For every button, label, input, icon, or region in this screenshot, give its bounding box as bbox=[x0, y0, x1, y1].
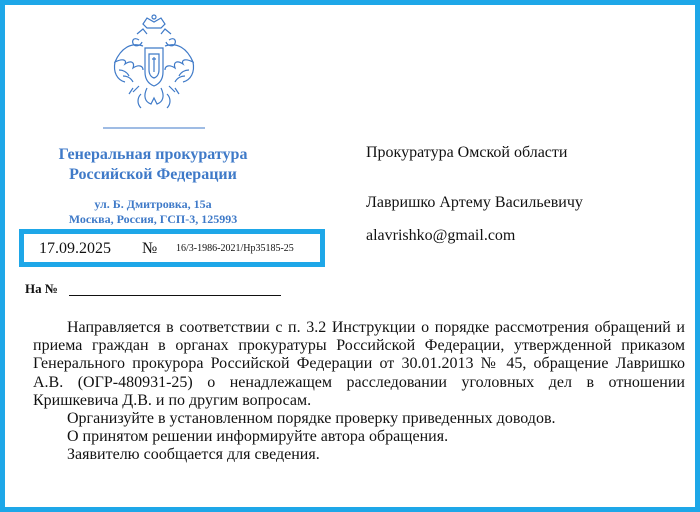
body-line-notice: Заявителю сообщается для сведения. bbox=[67, 446, 320, 464]
body-paragraph: Направляется в соответствии с п. 3.2 Инструкции о порядке рассмотрения обращений и приема граждан в органах прокуратуры Российской Федерации, утвержденной приказом Генерального прокурора Российской Федерации от 30.01.2013 № 45, обращение Лавришко А.В. (ОГР-480931-25) о ненадлежащем расследовании уголовных дел в отношении Кришкевича Д.В. и по другим вопросам. bbox=[33, 319, 685, 409]
body-line-verify: Организуйте в установленном порядке проверку приведенных доводов. bbox=[67, 410, 556, 428]
recipient-organization: Прокуратура Омской области bbox=[366, 144, 568, 161]
sender-organization bbox=[35, 145, 271, 185]
registration-box bbox=[19, 229, 325, 267]
sender-address-line2: Москва, Россия, ГСП-3, 125993 bbox=[68, 212, 238, 226]
registration-number: 16/3-1986-2021/Нр35185-25 bbox=[176, 243, 294, 254]
recipient-person: Лавришко Артему Васильевичу bbox=[366, 194, 583, 211]
reference-label: На № bbox=[25, 281, 58, 296]
sender-address bbox=[35, 197, 271, 227]
coat-of-arms-emblem bbox=[103, 14, 205, 130]
sender-org-line1: Генеральная прокуратура bbox=[58, 146, 248, 163]
sender-org-line2: Российской Федерации bbox=[69, 166, 237, 183]
recipient-email: alavrishko@gmail.com bbox=[366, 227, 516, 244]
body-line-inform: О принятом решении информируйте автора обращения. bbox=[67, 428, 449, 446]
letter-body bbox=[33, 319, 685, 465]
reference-underline bbox=[69, 295, 281, 296]
registration-date: 17.09.2025 bbox=[39, 240, 111, 257]
registration-number-label: № bbox=[142, 240, 158, 257]
sender-address-line1: ул. Б. Дмитровка, 15а bbox=[94, 197, 212, 211]
